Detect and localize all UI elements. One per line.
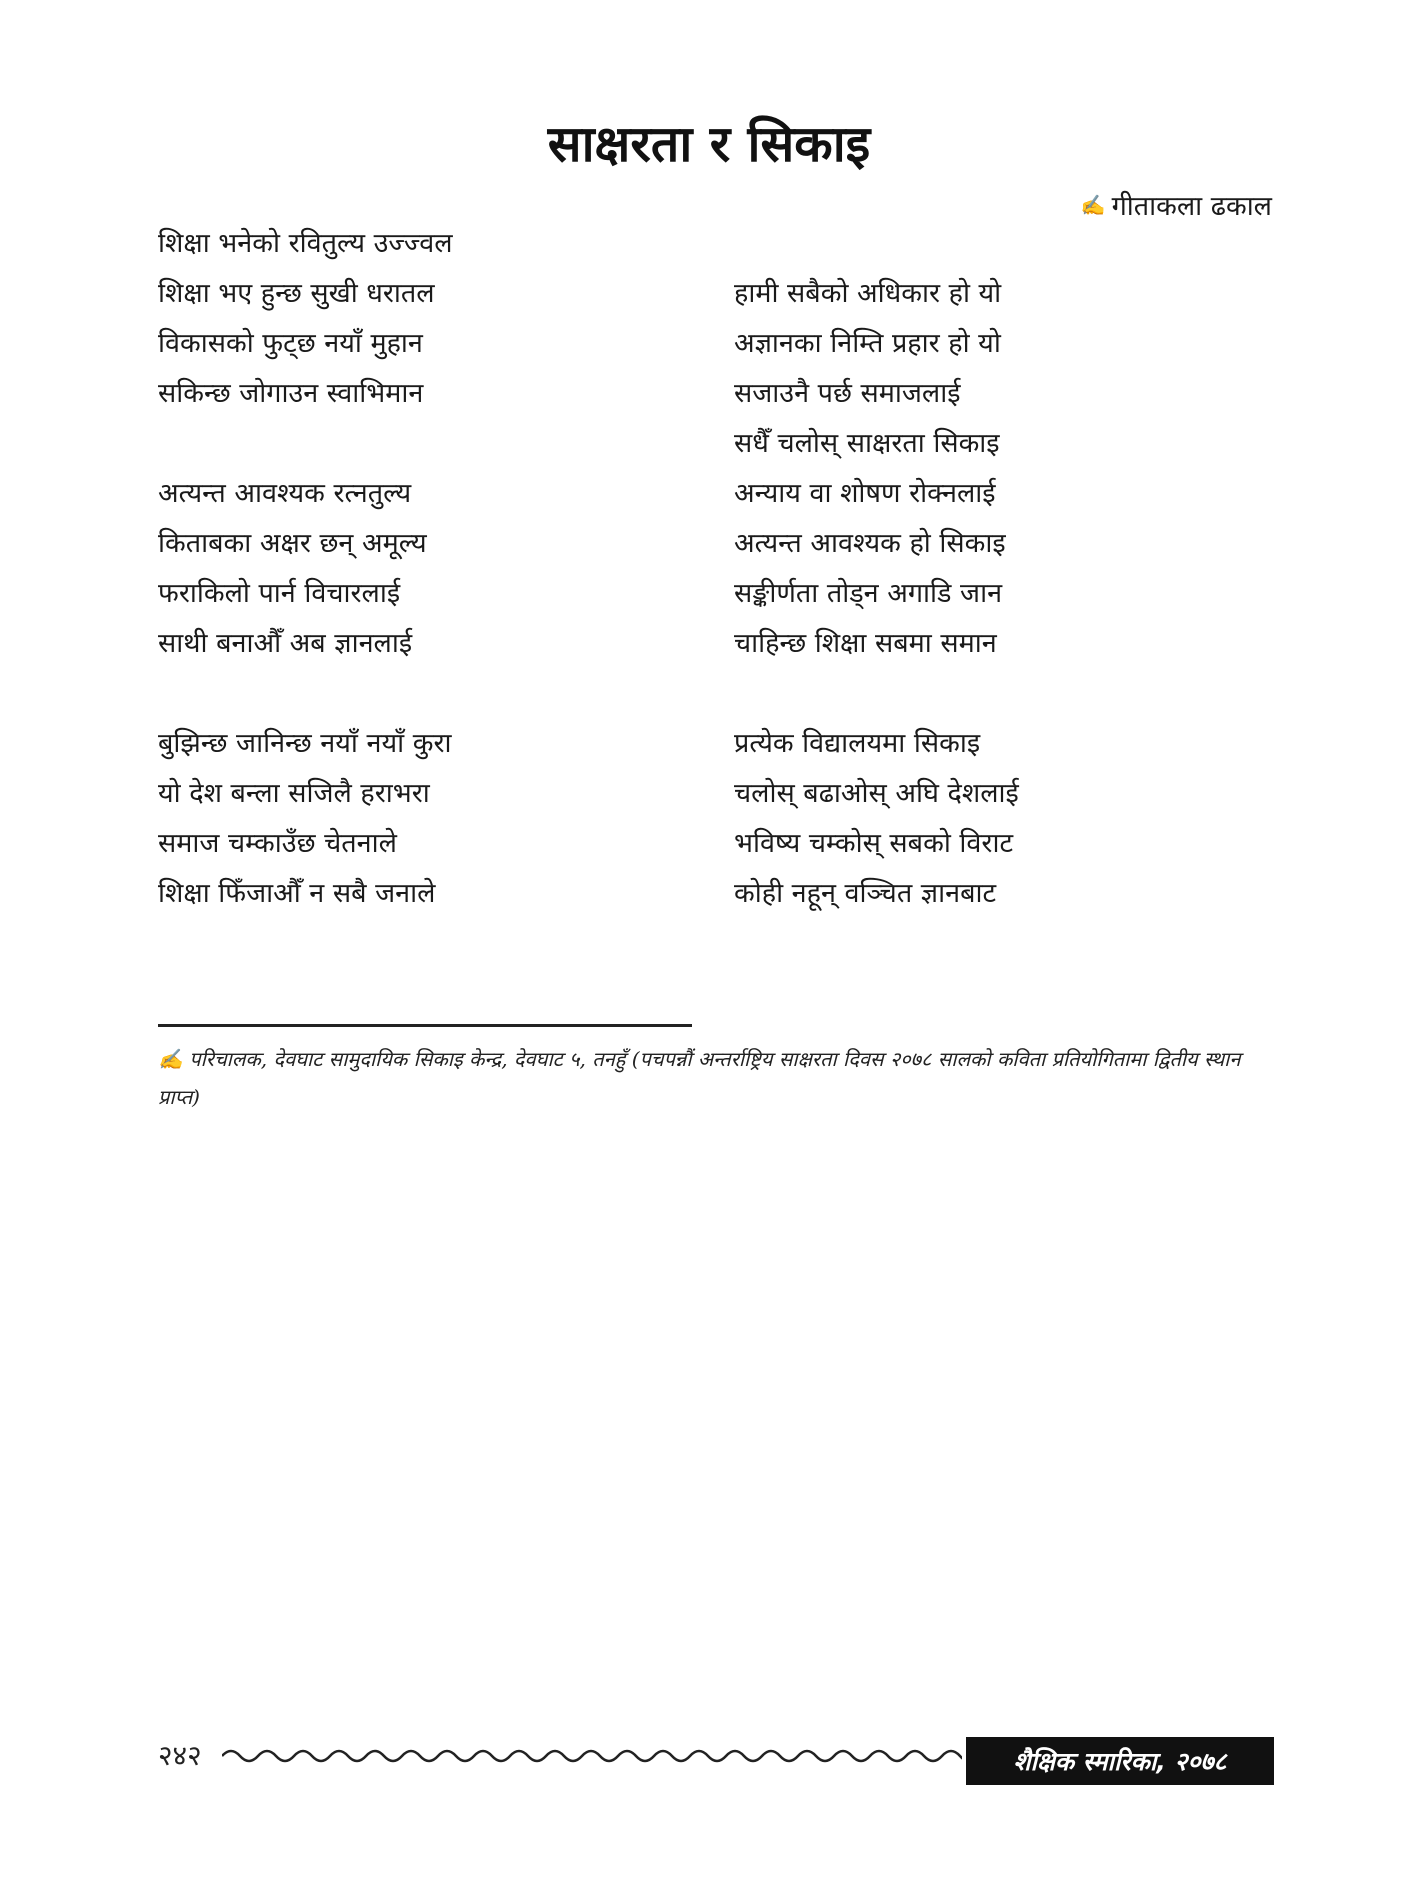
poem-line: साथी बनाऔँ अब ज्ञानलाई bbox=[158, 628, 413, 659]
poem-line: अज्ञानका निम्ति प्रहार हो यो bbox=[734, 328, 1001, 359]
quill-icon: ✍ bbox=[1080, 192, 1106, 217]
poem-line: अत्यन्त आवश्यक रत्नतुल्य bbox=[158, 478, 412, 509]
poem-line: सङ्कीर्णता तोड्न अगाडि जान bbox=[734, 578, 1003, 609]
quill-icon: ✍ bbox=[158, 1047, 190, 1071]
page-title: साक्षरता र सिकाइ bbox=[547, 115, 871, 173]
page-number: २४२ bbox=[158, 1739, 202, 1772]
poem-line: सजाउनै पर्छ समाजलाई bbox=[734, 378, 961, 409]
poem-line: यो देश बन्ला सजिलै हराभरा bbox=[158, 778, 430, 809]
poem-line: बुझिन्छ जानिन्छ नयाँ नयाँ कुरा bbox=[158, 728, 452, 759]
poem-line: सधैँ चलोस् साक्षरता सिकाइ bbox=[734, 428, 1000, 459]
poem-line: प्रत्येक विद्यालयमा सिकाइ bbox=[734, 728, 981, 759]
poem-line: शिक्षा फिँजाऔँ न सबै जनाले bbox=[158, 878, 436, 909]
poem-line: शिक्षा भनेको रवितुल्य उज्ज्वल bbox=[158, 228, 453, 259]
poem-line: अत्यन्त आवश्यक हो सिकाइ bbox=[734, 528, 1006, 559]
poem-line: अन्याय वा शोषण रोक्नलाई bbox=[734, 478, 996, 509]
poem-line: हामी सबैको अधिकार हो यो bbox=[734, 278, 1002, 309]
author-name: गीताकला ढकाल bbox=[1111, 191, 1272, 222]
poem-line: कोही नहून् वञ्चित ज्ञानबाट bbox=[734, 878, 997, 909]
poem-line: शिक्षा भए हुन्छ सुखी धरातल bbox=[158, 278, 435, 309]
poem-line: फराकिलो पार्न विचारलाई bbox=[158, 578, 401, 609]
footnote bbox=[158, 1040, 1278, 1116]
poem-line: किताबका अक्षर छन् अमूल्य bbox=[158, 528, 427, 559]
wave-divider-icon bbox=[222, 1744, 962, 1768]
poem-line: विकासको फुट्छ नयाँ मुहान bbox=[158, 328, 423, 359]
author-byline bbox=[1081, 186, 1272, 223]
poem-line: चाहिन्छ शिक्षा सबमा समान bbox=[734, 628, 997, 659]
poem-line: समाज चम्काउँछ चेतनाले bbox=[158, 828, 397, 859]
poem-line: भविष्य चम्कोस् सबको विराट bbox=[734, 828, 1014, 859]
poem-line: सकिन्छ जोगाउन स्वाभिमान bbox=[158, 378, 424, 409]
footnote-divider bbox=[158, 1024, 692, 1027]
poem-line: चलोस् बढाओस् अघि देशलाई bbox=[734, 778, 1019, 809]
publication-label: शैक्षिक स्मारिका, २०७८ bbox=[966, 1737, 1274, 1785]
footnote-text: परिचालक, देवघाट सामुदायिक सिकाइ केन्द्र, देवघाट ५, तनहुँ (पचपन्नौं अन्तर्राष्ट्रिय साक्षरता दिवस २०७८ सालको कविता प्रतियोगितामा द्वितीय स्थान प्राप्त) bbox=[158, 1047, 1241, 1109]
